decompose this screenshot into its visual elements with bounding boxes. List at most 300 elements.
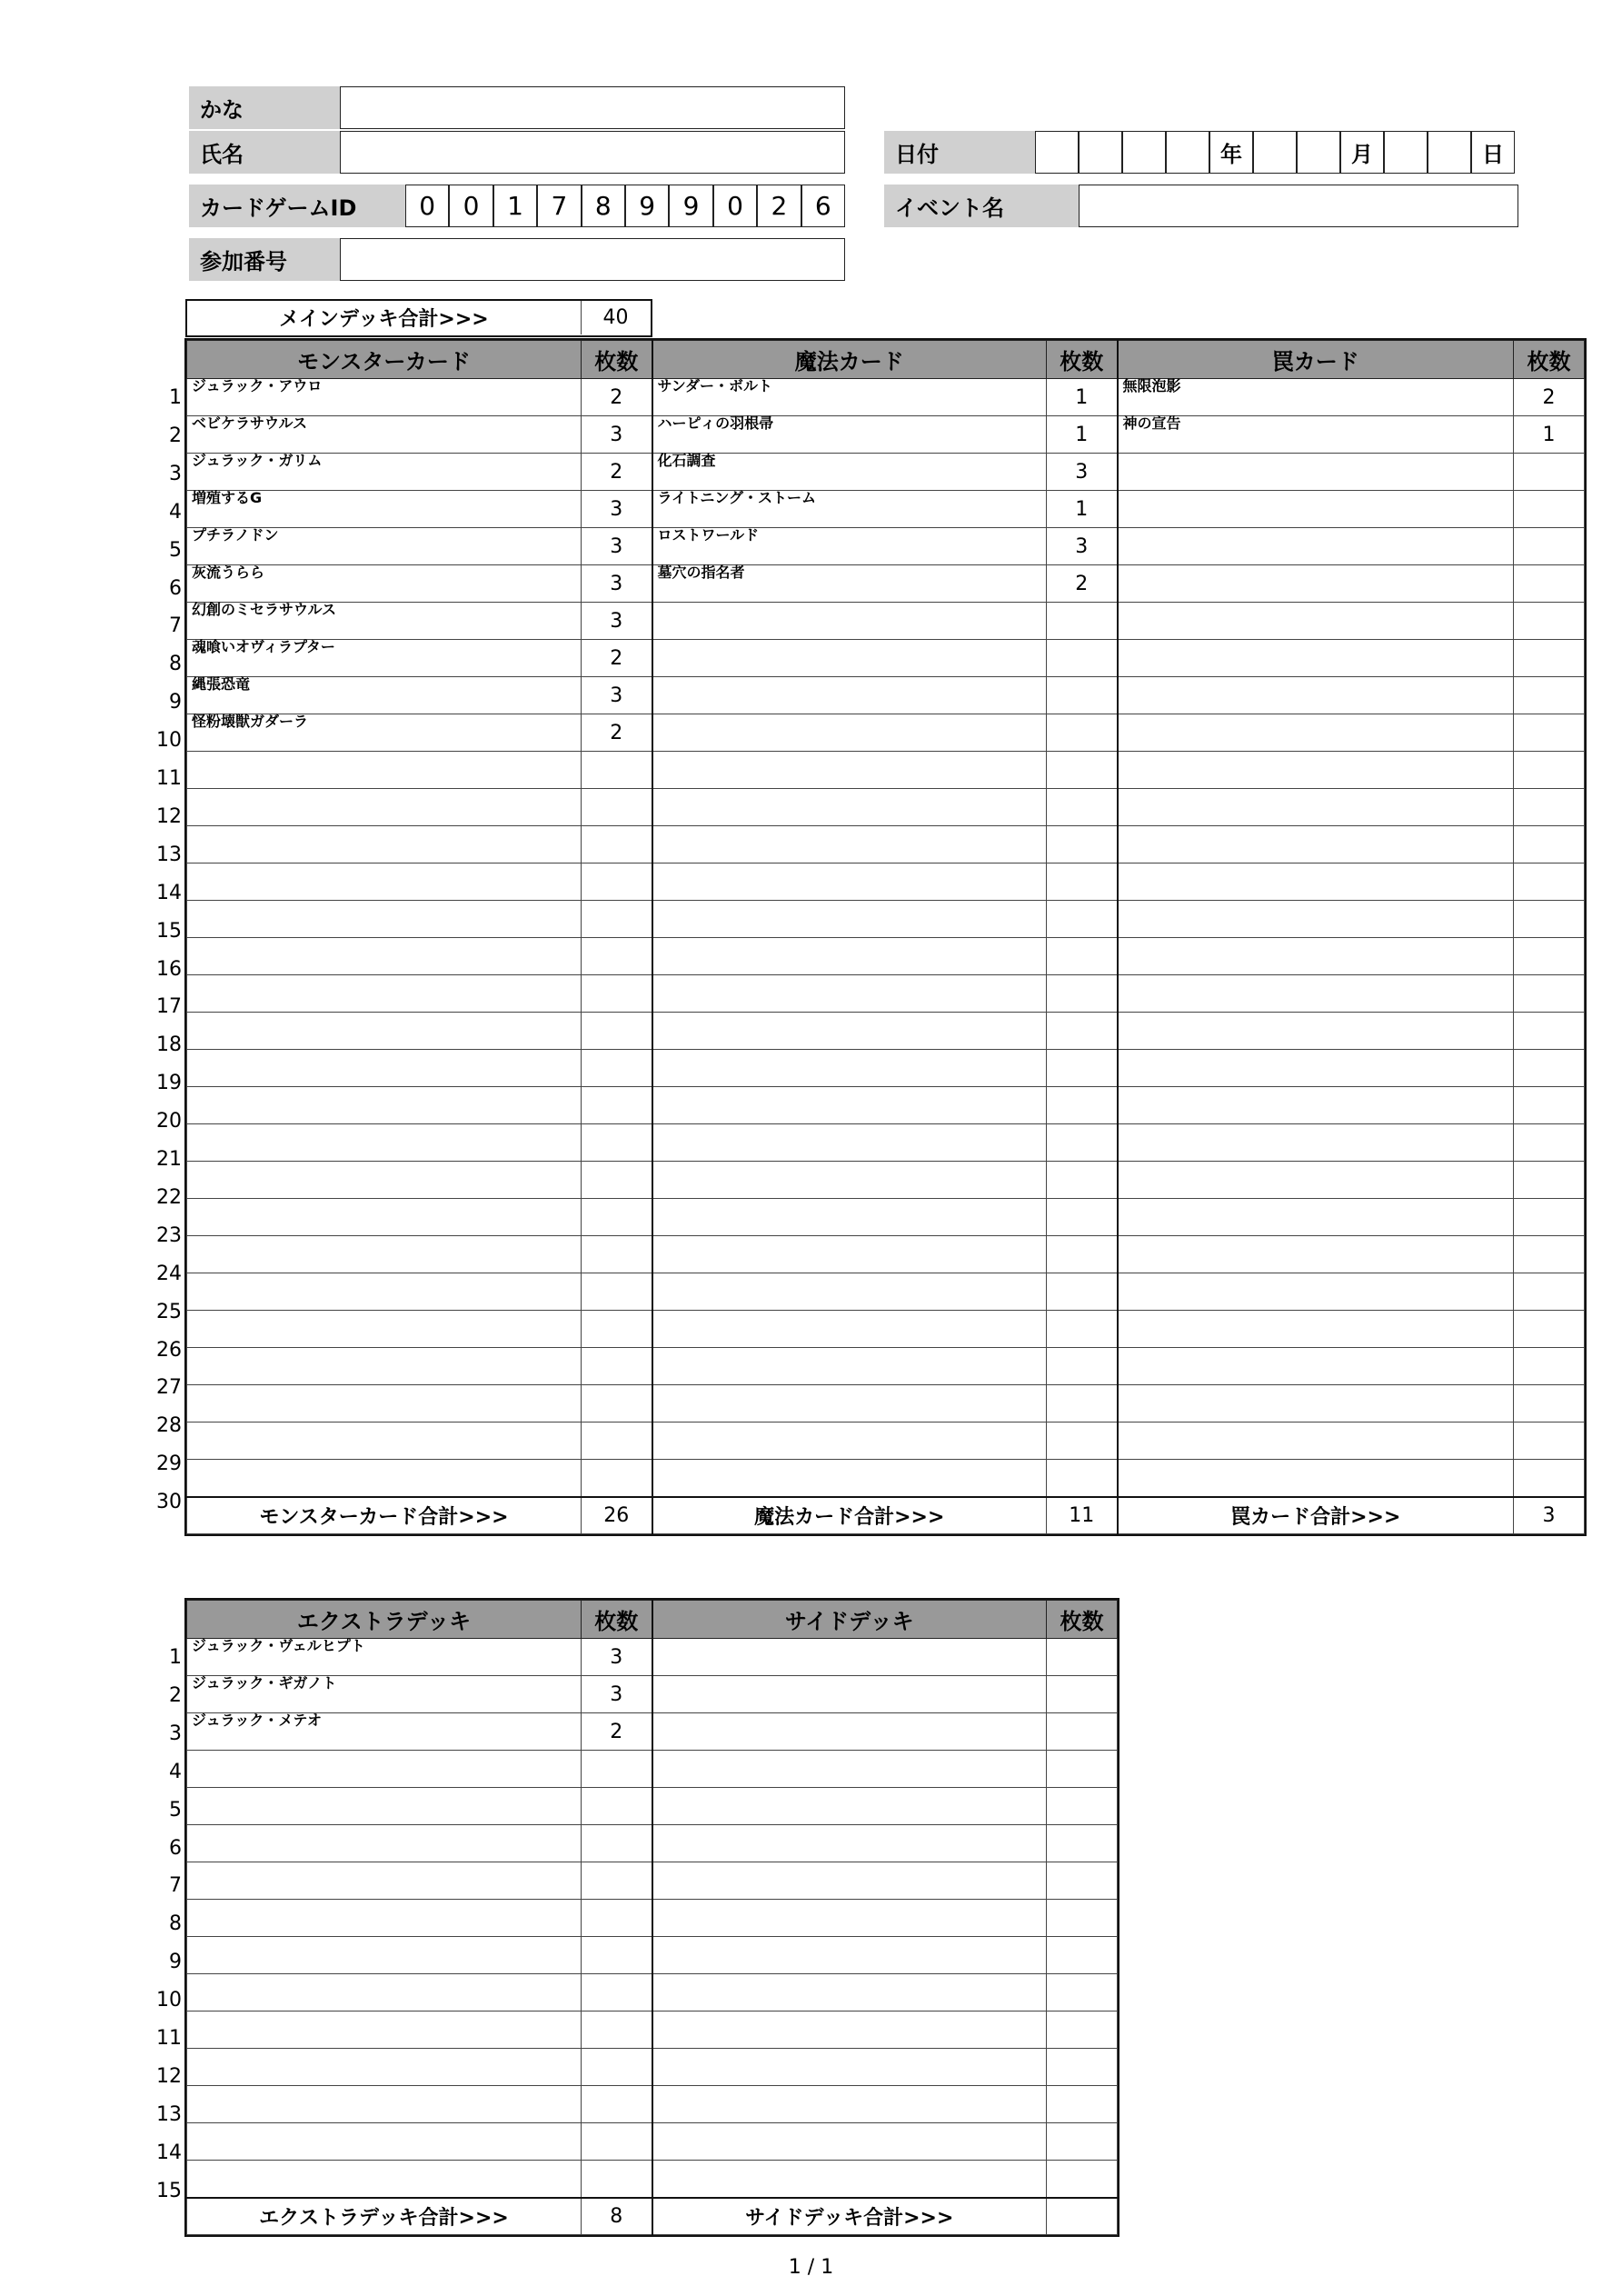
monster-name-cell[interactable] [187,901,582,938]
side-count-cell[interactable] [1047,2011,1118,2049]
entry-number-field[interactable] [340,238,845,281]
monster-count-cell[interactable]: 3 [582,528,652,565]
trap-name-cell[interactable] [1118,603,1514,640]
extra-count-cell[interactable]: 2 [582,1713,652,1751]
spell-count-cell[interactable] [1047,1423,1118,1460]
table-row [187,1713,1118,1751]
monster-count-cell[interactable]: 3 [582,491,652,528]
monster-name-cell[interactable] [187,1236,582,1273]
monster-name-cell[interactable]: 怪粉壊獣ガダーラ [187,714,582,752]
monster-name-cell[interactable] [187,1013,582,1050]
monster-name-cell[interactable] [187,826,582,863]
monster-count-cell[interactable] [582,826,652,863]
monster-count-cell[interactable]: 2 [582,640,652,677]
side-name-cell[interactable] [652,1900,1047,1937]
trap-count-cell[interactable] [1514,752,1585,789]
monster-count-cell[interactable] [582,1348,652,1385]
trap-name-cell[interactable] [1118,491,1514,528]
trap-name-cell[interactable] [1118,1236,1514,1273]
trap-count-header: 枚数 [1514,341,1585,379]
monster-count-cell[interactable]: 3 [582,677,652,714]
date-cell[interactable] [1035,131,1079,174]
trap-name-cell[interactable] [1118,1162,1514,1199]
spell-name-cell[interactable]: 化石調査 [652,454,1047,491]
spell-count-cell[interactable] [1047,640,1118,677]
extra-count-cell[interactable] [582,1862,652,1900]
row-number: 23 [156,1223,182,1247]
spell-name-cell[interactable] [652,714,1047,752]
monster-name-cell[interactable] [187,1460,582,1497]
row-number: 14 [156,2141,182,2164]
extra-side-table [186,1600,1118,2235]
monster-name-cell[interactable] [187,938,582,975]
spell-count-cell[interactable] [1047,1348,1118,1385]
spell-name-cell[interactable] [652,1385,1047,1423]
cardgame-id-digit[interactable]: 7 [537,185,581,227]
trap-name-cell[interactable]: 神の宣告 [1118,416,1514,454]
spell-count-cell[interactable] [1047,603,1118,640]
trap-count-cell[interactable] [1514,863,1585,901]
table-row [187,1900,1118,1937]
spell-name-cell[interactable] [652,975,1047,1013]
cardgame-id-digit[interactable]: 1 [493,185,537,227]
extra-name-cell[interactable] [187,1862,582,1900]
monster-name-cell[interactable] [187,1385,582,1423]
monster-count-cell[interactable]: 3 [582,565,652,603]
monster-name-cell[interactable]: プチラノドン [187,528,582,565]
spell-name-cell[interactable] [652,863,1047,901]
side-name-cell[interactable] [652,1676,1047,1713]
monster-count-cell[interactable] [582,1162,652,1199]
row-number: 2 [169,1683,182,1707]
trap-name-cell[interactable] [1118,901,1514,938]
cardgame-id-digit[interactable]: 0 [405,185,449,227]
monster-name-cell[interactable] [187,975,582,1013]
spell-count-cell[interactable] [1047,1385,1118,1423]
cardgame-id-digits[interactable] [405,185,845,227]
trap-count-cell[interactable] [1514,826,1585,863]
side-count-cell[interactable] [1047,1937,1118,1974]
trap-name-cell[interactable] [1118,1423,1514,1460]
monster-name-cell[interactable]: ベビケラサウルス [187,416,582,454]
extra-name-cell[interactable] [187,2086,582,2123]
row-number: 24 [156,1262,182,1285]
monster-count-cell[interactable] [582,1087,652,1124]
side-name-cell[interactable] [652,2161,1047,2198]
monster-count-cell[interactable] [582,752,652,789]
trap-name-cell[interactable] [1118,1273,1514,1311]
trap-count-cell[interactable] [1514,1013,1585,1050]
extra-name-cell[interactable] [187,1788,582,1825]
extra-name-cell[interactable] [187,2011,582,2049]
spell-count-cell[interactable] [1047,863,1118,901]
extra-name-cell[interactable] [187,1937,582,1974]
spell-count-cell[interactable] [1047,1087,1118,1124]
row-number: 14 [156,881,182,904]
name-field[interactable] [340,131,845,174]
side-name-cell[interactable] [652,1937,1047,1974]
side-name-cell[interactable] [652,1974,1047,2011]
trap-name-cell[interactable] [1118,975,1514,1013]
row-number: 15 [156,919,182,943]
trap-name-cell[interactable] [1118,1013,1514,1050]
spell-name-cell[interactable] [652,1460,1047,1497]
date-cell[interactable] [1297,131,1340,174]
side-count-cell[interactable] [1047,2161,1118,2198]
monster-count-header: 枚数 [582,341,652,379]
spell-count-cell[interactable] [1047,1236,1118,1273]
side-header: サイドデッキ [652,1601,1047,1639]
spell-count-cell[interactable] [1047,1013,1118,1050]
monster-count-cell[interactable] [582,975,652,1013]
monster-count-cell[interactable] [582,1236,652,1273]
side-name-cell[interactable] [652,1825,1047,1862]
trap-count-cell[interactable] [1514,528,1585,565]
spell-count-cell[interactable]: 2 [1047,565,1118,603]
cardgame-id-digit[interactable]: 9 [669,185,712,227]
trap-name-cell[interactable] [1118,752,1514,789]
trap-name-cell[interactable] [1118,826,1514,863]
trap-count-cell[interactable] [1514,1348,1585,1385]
trap-name-cell[interactable] [1118,1124,1514,1162]
row-number: 20 [156,1110,182,1133]
monster-count-cell[interactable] [582,1311,652,1348]
extra-count-cell[interactable] [582,2123,652,2161]
trap-count-cell[interactable] [1514,491,1585,528]
trap-count-cell[interactable] [1514,975,1585,1013]
monster-count-cell[interactable]: 3 [582,416,652,454]
side-count-cell[interactable] [1047,1974,1118,2011]
spell-count-cell[interactable]: 1 [1047,416,1118,454]
spell-name-cell[interactable] [652,1162,1047,1199]
extra-name-cell[interactable] [187,2161,582,2198]
spell-count-cell[interactable] [1047,1050,1118,1087]
extra-count-cell[interactable] [582,1825,652,1862]
monster-count-cell[interactable] [582,1199,652,1236]
monster-name-cell[interactable] [187,1273,582,1311]
monster-count-cell[interactable] [582,1460,652,1497]
trap-name-cell[interactable] [1118,1087,1514,1124]
side-name-cell[interactable] [652,1862,1047,1900]
trap-count-cell[interactable] [1514,1124,1585,1162]
row-number: 4 [169,500,182,524]
monster-name-cell[interactable] [187,752,582,789]
trap-count-cell[interactable]: 1 [1514,416,1585,454]
date-cell[interactable] [1428,131,1471,174]
extra-name-cell[interactable] [187,2049,582,2086]
trap-count-cell[interactable] [1514,1050,1585,1087]
monster-count-cell[interactable] [582,1050,652,1087]
side-total-value [1047,2198,1118,2235]
spell-name-cell[interactable]: ハーピィの羽根帚 [652,416,1047,454]
cardgame-id-digit[interactable]: 0 [449,185,493,227]
side-name-cell[interactable] [652,1751,1047,1788]
side-name-cell[interactable] [652,1639,1047,1676]
side-count-cell[interactable] [1047,1751,1118,1788]
spell-name-cell[interactable] [652,752,1047,789]
table-row [187,1751,1118,1788]
trap-name-cell[interactable] [1118,1385,1514,1423]
table-row [187,1639,1118,1676]
table-row [187,1013,1585,1050]
monster-count-cell[interactable] [582,1013,652,1050]
monster-name-cell[interactable] [187,1124,582,1162]
trap-name-cell[interactable] [1118,640,1514,677]
spell-name-cell[interactable] [652,1273,1047,1311]
extra-name-cell[interactable] [187,1974,582,2011]
trap-count-cell[interactable] [1514,938,1585,975]
trap-count-cell[interactable] [1514,677,1585,714]
date-cell[interactable] [1384,131,1428,174]
monster-count-cell[interactable]: 3 [582,603,652,640]
trap-name-cell[interactable] [1118,454,1514,491]
side-name-cell[interactable] [652,2086,1047,2123]
spell-name-cell[interactable] [652,640,1047,677]
spell-name-cell[interactable] [652,677,1047,714]
row-number: 4 [169,1760,182,1783]
spell-name-cell[interactable] [652,1236,1047,1273]
table-row [187,603,1585,640]
trap-count-cell[interactable] [1514,1199,1585,1236]
kana-field[interactable] [340,86,845,129]
table-row [187,2011,1118,2049]
trap-name-cell[interactable] [1118,863,1514,901]
date-cell[interactable] [1122,131,1166,174]
side-name-cell[interactable] [652,1788,1047,1825]
monster-count-cell[interactable] [582,1273,652,1311]
monster-name-cell[interactable]: ジュラック・アウロ [187,379,582,416]
trap-count-cell[interactable] [1514,1423,1585,1460]
trap-count-cell[interactable] [1514,565,1585,603]
event-name-field[interactable] [1079,185,1518,227]
spell-name-cell[interactable] [652,826,1047,863]
spell-name-cell[interactable] [652,1199,1047,1236]
side-count-cell[interactable] [1047,1676,1118,1713]
spell-name-cell[interactable]: ロストワールド [652,528,1047,565]
trap-count-cell[interactable] [1514,1385,1585,1423]
trap-name-cell[interactable] [1118,714,1514,752]
extra-count-cell[interactable] [582,2161,652,2198]
spell-count-cell[interactable] [1047,1460,1118,1497]
trap-name-cell[interactable] [1118,1311,1514,1348]
monster-name-cell[interactable] [187,1348,582,1385]
trap-count-cell[interactable] [1514,603,1585,640]
extra-name-cell[interactable] [187,2123,582,2161]
trap-name-cell[interactable] [1118,677,1514,714]
side-count-cell[interactable] [1047,1639,1118,1676]
trap-name-cell[interactable] [1118,789,1514,826]
side-count-cell[interactable] [1047,2049,1118,2086]
extra-count-cell[interactable] [582,1974,652,2011]
monster-name-cell[interactable]: 幻創のミセラサウルス [187,603,582,640]
extra-name-cell[interactable]: ジュラック・ギガノト [187,1676,582,1713]
extra-count-cell[interactable] [582,2011,652,2049]
trap-name-cell[interactable] [1118,1348,1514,1385]
extra-count-cell[interactable] [582,1751,652,1788]
monster-name-cell[interactable] [187,1423,582,1460]
monster-name-cell[interactable] [187,1162,582,1199]
trap-total-value: 3 [1514,1497,1585,1534]
monster-count-cell[interactable] [582,1385,652,1423]
table-row [187,1199,1585,1236]
extra-count-cell[interactable] [582,1900,652,1937]
spell-name-cell[interactable] [652,901,1047,938]
monster-name-cell[interactable] [187,1199,582,1236]
spell-count-cell[interactable] [1047,1199,1118,1236]
extra-name-cell[interactable] [187,1751,582,1788]
trap-count-cell[interactable] [1514,640,1585,677]
spell-count-cell[interactable] [1047,901,1118,938]
day-label: 日 [1471,131,1515,174]
monster-name-cell[interactable]: 灰流うらら [187,565,582,603]
side-count-cell[interactable] [1047,1713,1118,1751]
spell-count-cell[interactable] [1047,789,1118,826]
trap-name-cell[interactable] [1118,1460,1514,1497]
spell-name-cell[interactable] [652,1124,1047,1162]
trap-name-cell[interactable] [1118,1199,1514,1236]
date-field[interactable] [1035,131,1518,174]
spell-name-cell[interactable] [652,603,1047,640]
monster-count-cell[interactable] [582,789,652,826]
monster-count-cell[interactable]: 2 [582,379,652,416]
spell-count-cell[interactable] [1047,826,1118,863]
cardgame-id-digit[interactable]: 8 [582,185,625,227]
extra-count-cell[interactable] [582,2049,652,2086]
monster-count-cell[interactable]: 2 [582,714,652,752]
date-cell[interactable] [1079,131,1122,174]
spell-name-cell[interactable] [652,1013,1047,1050]
row-number: 29 [156,1452,182,1476]
side-count-cell[interactable] [1047,1862,1118,1900]
spell-count-cell[interactable]: 3 [1047,454,1118,491]
monster-name-cell[interactable] [187,1087,582,1124]
extra-count-cell[interactable] [582,1788,652,1825]
monster-name-cell[interactable]: 縄張恐竜 [187,677,582,714]
side-count-cell[interactable] [1047,1788,1118,1825]
trap-total-label: 罠カード合計>>> [1118,1497,1514,1534]
monster-count-cell[interactable]: 2 [582,454,652,491]
date-cell[interactable] [1166,131,1209,174]
extra-name-cell[interactable] [187,1900,582,1937]
spell-name-cell[interactable] [652,1087,1047,1124]
row-number: 13 [156,2102,182,2126]
monster-name-cell[interactable] [187,789,582,826]
trap-name-cell[interactable] [1118,1050,1514,1087]
trap-count-cell[interactable] [1514,1460,1585,1497]
cardgame-id-digit[interactable]: 6 [801,185,845,227]
side-count-cell[interactable] [1047,1825,1118,1862]
table-row [187,1385,1585,1423]
spell-name-cell[interactable] [652,1423,1047,1460]
spell-count-cell[interactable] [1047,1124,1118,1162]
monster-name-cell[interactable] [187,1311,582,1348]
spell-count-cell[interactable] [1047,752,1118,789]
spell-name-cell[interactable] [652,1311,1047,1348]
date-cell[interactable] [1253,131,1297,174]
trap-name-cell[interactable]: 無限泡影 [1118,379,1514,416]
extra-name-cell[interactable] [187,1825,582,1862]
spell-count-cell[interactable]: 1 [1047,379,1118,416]
spell-name-cell[interactable] [652,1050,1047,1087]
trap-name-cell[interactable] [1118,528,1514,565]
extra-count-cell[interactable] [582,1937,652,1974]
spell-count-cell[interactable] [1047,975,1118,1013]
trap-count-cell[interactable] [1514,714,1585,752]
spell-name-cell[interactable] [652,938,1047,975]
trap-header: 罠カード [1118,341,1514,379]
side-name-cell[interactable] [652,1713,1047,1751]
spell-count-cell[interactable] [1047,938,1118,975]
spell-count-cell[interactable]: 3 [1047,528,1118,565]
row-number: 30 [156,1491,182,1514]
monster-count-cell[interactable] [582,863,652,901]
side-name-cell[interactable] [652,2049,1047,2086]
spell-count-cell[interactable] [1047,1273,1118,1311]
side-count-cell[interactable] [1047,2086,1118,2123]
trap-count-cell[interactable] [1514,1162,1585,1199]
spell-name-cell[interactable]: サンダー・ボルト [652,379,1047,416]
trap-name-cell[interactable] [1118,565,1514,603]
extra-count-cell[interactable]: 3 [582,1639,652,1676]
side-count-cell[interactable] [1047,1900,1118,1937]
monster-count-cell[interactable] [582,901,652,938]
row-number: 10 [156,729,182,753]
trap-count-cell[interactable] [1514,1273,1585,1311]
trap-count-cell[interactable]: 2 [1514,379,1585,416]
monster-name-cell[interactable]: 増殖するG [187,491,582,528]
monster-name-cell[interactable]: 魂喰いオヴィラプター [187,640,582,677]
spell-count-cell[interactable] [1047,1162,1118,1199]
cardgame-id-digit[interactable]: 2 [757,185,801,227]
trap-count-cell[interactable] [1514,901,1585,938]
trap-count-cell[interactable] [1514,1311,1585,1348]
row-number: 6 [169,576,182,600]
trap-count-cell[interactable] [1514,1087,1585,1124]
table-row [187,975,1585,1013]
extra-count-cell[interactable]: 3 [582,1676,652,1713]
monster-count-cell[interactable] [582,1423,652,1460]
extra-count-cell[interactable] [582,2086,652,2123]
cardgame-id-digit[interactable]: 0 [713,185,757,227]
monster-count-cell[interactable] [582,1124,652,1162]
side-name-cell[interactable] [652,2123,1047,2161]
side-count-cell[interactable] [1047,2123,1118,2161]
row-number: 7 [169,614,182,638]
trap-name-cell[interactable] [1118,938,1514,975]
spell-count-cell[interactable] [1047,714,1118,752]
trap-count-cell[interactable] [1514,1236,1585,1273]
side-name-cell[interactable] [652,2011,1047,2049]
monster-name-cell[interactable] [187,1050,582,1087]
spell-name-cell[interactable]: 墓穴の指名者 [652,565,1047,603]
extra-name-cell[interactable]: ジュラック・ヴェルヒプト [187,1639,582,1676]
trap-count-cell[interactable] [1514,789,1585,826]
monster-name-cell[interactable] [187,863,582,901]
main-deck-total [185,299,652,337]
spell-count-cell[interactable]: 1 [1047,491,1118,528]
extra-name-cell[interactable]: ジュラック・メテオ [187,1713,582,1751]
monster-count-cell[interactable] [582,938,652,975]
spell-count-cell[interactable] [1047,677,1118,714]
cardgame-id-digit[interactable]: 9 [625,185,669,227]
spell-count-cell[interactable] [1047,1311,1118,1348]
spell-total-value: 11 [1047,1497,1118,1534]
monster-name-cell[interactable]: ジュラック・ガリム [187,454,582,491]
spell-name-cell[interactable]: ライトニング・ストーム [652,491,1047,528]
spell-name-cell[interactable] [652,1348,1047,1385]
trap-count-cell[interactable] [1514,454,1585,491]
spell-name-cell[interactable] [652,789,1047,826]
